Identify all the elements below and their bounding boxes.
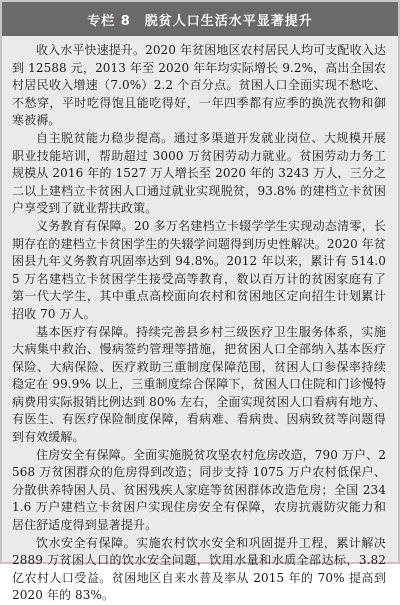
panel-body [12,42,386,605]
paragraph-employment: 自主脱贫能力稳步提高。通过多渠道开发就业岗位、大规模开展职业技能培训，帮助超过 3000 万贫困劳动力就业。贫困劳动力务工规模从 2016 年的 1527 万人增长至 2020 年的 3243 万人，三分之二以上建档立卡贫困人口通过就业实现脱贫，93.8% 的建档立卡贫困户享受到了就业帮扶政策。 [12,130,386,216]
paragraph-education: 义务教育有保障。20 多万名建档立卡辍学学生实现动态清零，长期存在的建档立卡贫困学生的失辍学问题得到历史性解决。2020 年贫困县九年义务教育巩固率达到 94.8%。2012 年以来，累计有 514.05 万名建档立卡贫困学生接受高等教育，数以百万计的贫困家庭有了第一代大学生，其中重点高校面向农村和贫困地区定向招生计划累计招收 70 万人。 [12,218,386,321]
panel-header [2,2,398,36]
panel-title: 脱贫人口生活水平显著提升 [144,13,313,29]
paragraph-medical: 基本医疗有保障。持续完善县乡村三级医疗卫生服务体系，实施大病集中救治、慢病签约管理等措施，把贫困人口全部纳入基本医疗保险、大病保险、医疗救助三重制度保障范围，贫困人口参保率持续稳定在 99.9% 以上，三重制度综合保障下，贫困人口住院和门诊慢特病费用实际报销比例达到 80% 左右，全面实现贫困人口看病有地方、有医生、有医疗保险制度保障，看病难、看病贵、因病致贫等问题得到有效缓解。 [12,324,386,445]
paragraph-water: 饮水安全有保障。实施农村饮水安全和巩固提升工程，累计解决 2889 万贫困人口的饮水安全问题，饮用水量和水质全部达标，3.82 亿农村人口受益。贫困地区自来水普及率从 2015 年的 70% 提高到 2020 年的 83%。 [12,535,386,603]
paragraph-income: 收入水平快速提升。2020 年贫困地区农村居民人均可支配收入达到 12588 元，2013 年至 2020 年年均实际增长 9.2%，高出全国农村居民收入增速（7.0%）2.2 个百分点。贫困人口全面实现不愁吃、不愁穿，平时吃得饱且能吃得好，一年四季都有应季的换洗衣物和御寒被褥。 [12,43,386,128]
paragraph-housing: 住房安全有保障。全面实施脱贫攻坚农村危房改造，790 万户、2568 万贫困群众的危房得到改造；同步支持 1075 万户农村低保户、分散供养特困人员、贫困残疾人家庭等贫困群体改造危房；全国 2341.6 万户建档立卡贫困户实现住房安全有保障，农房抗震防灾能力和居住舒适度得到显著提升。 [12,447,386,533]
column-label: 专栏 8 [87,13,131,29]
